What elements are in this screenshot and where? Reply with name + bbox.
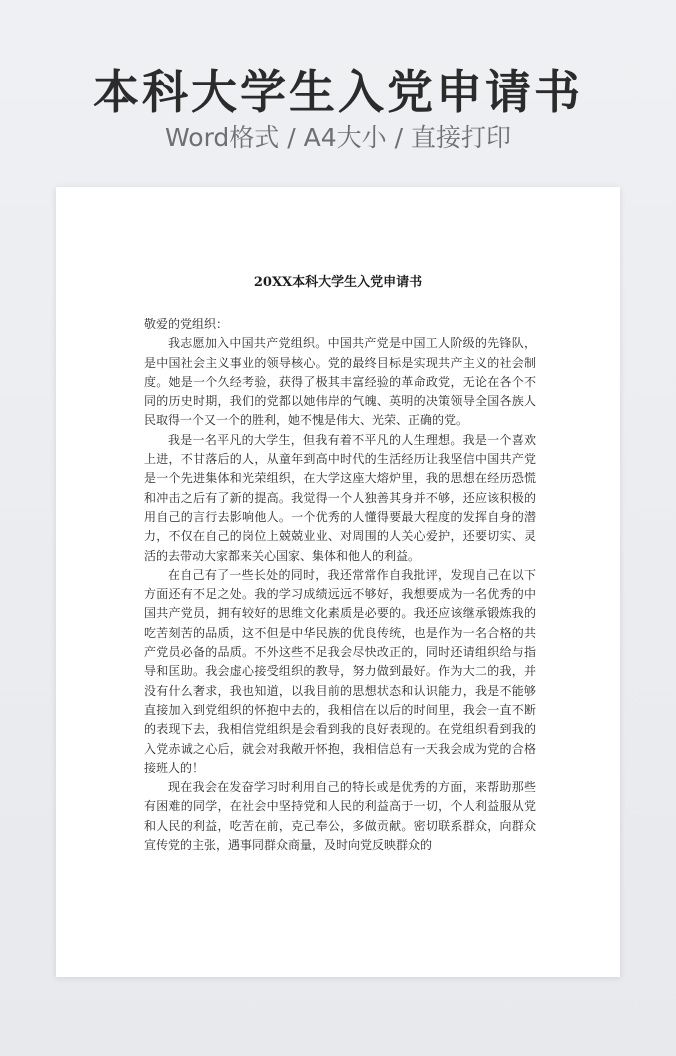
salutation: 敬爱的党组织： <box>144 317 229 331</box>
paragraph-4: 现在我会在发奋学习时利用自己的特长或是优秀的方面，来帮助那些有困难的同学，在社会中坚持党和人民的利益高于一切，个人利益服从党和人民的利益，吃苦在前，克己奉公，多做贡献。密切联系群众，向群众宣传党的主张，遇事同群众商量，及时向党反映群众的 <box>144 780 536 853</box>
document-body <box>144 315 536 855</box>
paragraph-1: 我志愿加入中国共产党组织。中国共产党是中国工人阶级的先锋队，是中国社会主义事业的领导核心。党的最终目标是实现共产主义的社会制度。她是一个久经考验，获得了极其丰富经验的革命政党，无论在各个不同的历史时期，我们的党都以她伟岸的气魄、英明的决策领导全国各族人民取得一个又一个的胜利，她不愧是伟大、光荣、正确的党。 <box>144 336 536 428</box>
paragraph-2: 我是一名平凡的大学生，但我有着不平凡的人生理想。我是一个喜欢上进，不甘落后的人，从童年到高中时代的生活经历让我坚信中国共产党是一个先进集体和光荣组织，在大学这座大熔炉里，我的思想在经历恐慌和冲击之后有了新的提高。我觉得一个人独善其身并不够，还应该积极的用自己的言行去影响他人。一个优秀的人懂得要最大程度的发挥自身的潜力，不仅在自己的岗位上兢兢业业、对周围的人关心爱护，还要切实、灵活的去带动大家都来关心国家、集体和他人的利益。 <box>144 432 536 563</box>
banner-title: 本科大学生入党申请书 <box>93 65 583 119</box>
banner-subtitle: Word格式 / A4大小 / 直接打印 <box>165 123 511 152</box>
paragraph-3: 在自己有了一些长处的同时，我还常常作自我批评，发现自己在以下方面还有不足之处。我的学习成绩远远不够好，我想要成为一名优秀的中国共产党员，拥有较好的思维文化素质是必要的。我还应该继承锻炼我的吃苦刻苦的品质，这不但是中华民族的优良传统，也是作为一名合格的共产党员必备的品质。不外这些不足我会尽快改正的，同时还请组织给与指导和匡助。我会虚心接受组织的教导，努力做到最好。作为大二的我，并没有什么奢求，我也知道，以我目前的思想状态和认识能力，我是不能够直接加入到党组织的怀抱中去的，我相信在以后的时间里，我会一直不断的表现下去，我相信党组织是会看到我的良好表现的。在党组织看到我的入党赤诚之心后，就会对我敞开怀抱，我相信总有一天我会成为党的合格接班人的！ <box>144 567 536 775</box>
document-title: 20XX本科大学生入党申请书 <box>253 275 423 290</box>
document-page <box>56 187 620 977</box>
header-banner <box>0 0 676 180</box>
